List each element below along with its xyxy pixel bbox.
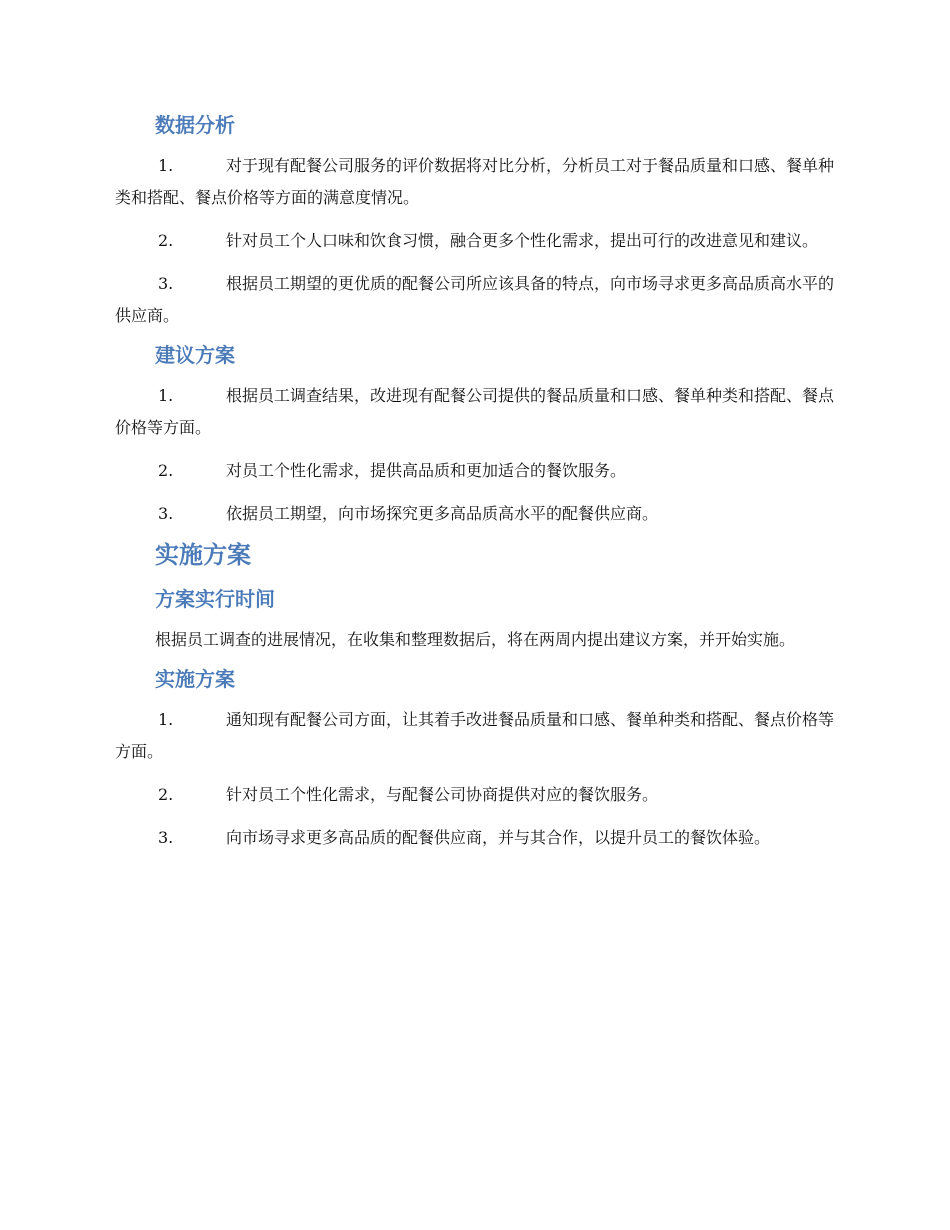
list-item [115,380,840,444]
list-text: 向市场寻求更多高品质的配餐供应商，并与其合作，以提升员工的餐饮体验。 [226,828,771,847]
list-item [115,498,840,530]
subsection-heading-plan: 实施方案 [155,667,235,691]
section-heading-data-analysis: 数据分析 [155,113,235,137]
section-heading-suggestions: 建议方案 [155,343,235,367]
list-number: 3. [158,504,174,523]
section-heading-implementation: 实施方案 [155,541,251,569]
list-number: 2. [158,461,174,480]
document-page [115,108,840,854]
list-item [115,268,840,332]
list-item [115,704,840,768]
list-text: 对员工个性化需求，提供高品质和更加适合的餐饮服务。 [226,461,627,480]
list-item [115,455,840,487]
list-text: 针对员工个性化需求，与配餐公司协商提供对应的餐饮服务。 [226,785,659,804]
list-text: 针对员工个人口味和饮食习惯，融合更多个性化需求，提出可行的改进意见和建议。 [226,231,819,250]
list-number: 3. [158,828,174,847]
subsection-heading-timeline: 方案实行时间 [155,587,275,611]
list-number: 1. [158,386,174,405]
list-text: 根据员工期望的更优质的配餐公司所应该具备的特点，向市场寻求更多高品质高水平的供应商。 [115,274,835,325]
list-item [115,225,840,257]
list-number: 2. [158,231,174,250]
timeline-paragraph: 根据员工调查的进展情况，在收集和整理数据后，将在两周内提出建议方案，并开始实施。 [155,630,796,649]
list-item [115,779,840,811]
list-item [115,822,840,854]
list-number: 2. [158,785,174,804]
list-text: 依据员工期望，向市场探究更多高品质高水平的配餐供应商。 [226,504,659,523]
list-text: 根据员工调查结果，改进现有配餐公司提供的餐品质量和口感、餐单种类和搭配、餐点价格等方面。 [115,386,835,437]
list-number: 3. [158,274,174,293]
list-text: 对于现有配餐公司服务的评价数据将对比分析，分析员工对于餐品质量和口感、餐单种类和搭配、餐点价格等方面的满意度情况。 [115,156,835,207]
list-number: 1. [158,710,174,729]
list-text: 通知现有配餐公司方面，让其着手改进餐品质量和口感、餐单种类和搭配、餐点价格等方面。 [115,710,835,761]
list-number: 1. [158,156,174,175]
list-item [115,150,840,214]
